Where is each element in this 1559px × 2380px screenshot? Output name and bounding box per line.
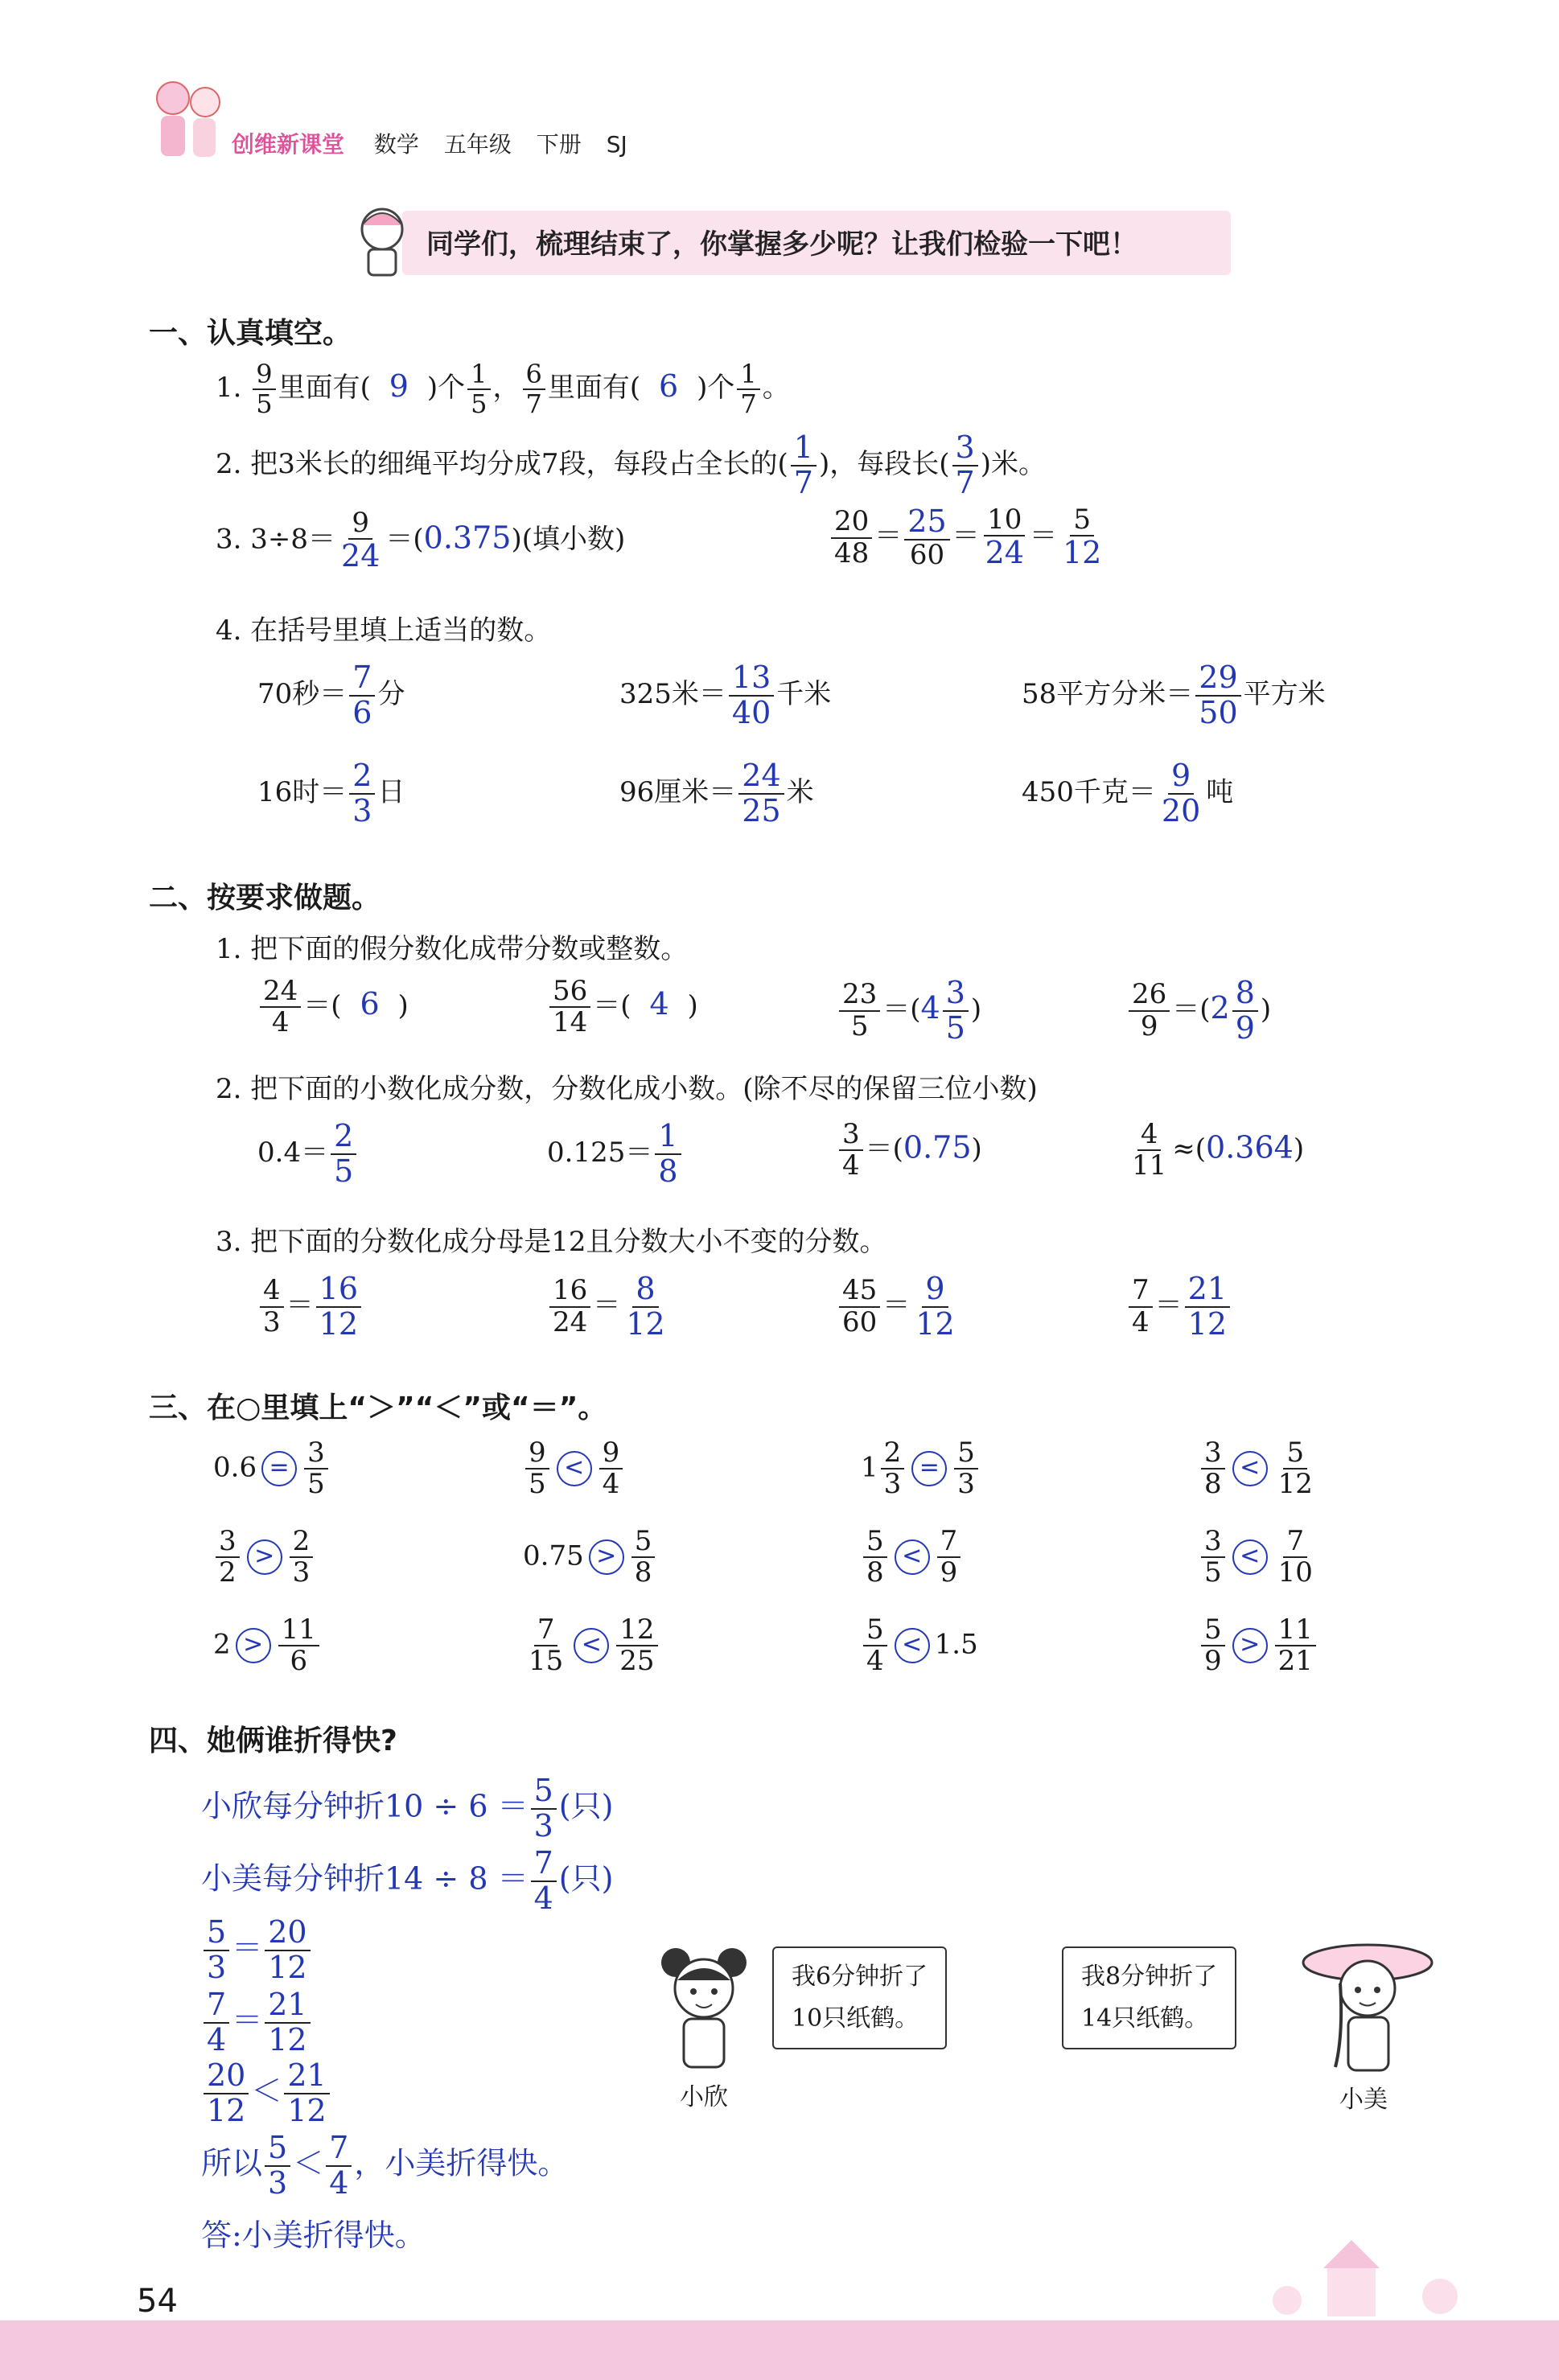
fraction: $\frac{6}{7}$ bbox=[523, 360, 545, 418]
page-number: 54 bbox=[137, 2283, 178, 2320]
section-1-title: 一、认真填空。 bbox=[149, 317, 352, 350]
compare-circle: < bbox=[574, 1628, 609, 1663]
decimal-fraction-item: 0.125＝ $\frac{1}{8}$ bbox=[547, 1120, 684, 1189]
brand-name: 创维新课堂 bbox=[232, 131, 345, 158]
answer: 6 bbox=[659, 368, 679, 405]
edition: SJ bbox=[606, 131, 627, 158]
decimal-fraction-item: $\frac{3}{4}$ ＝(0.75) bbox=[837, 1120, 982, 1182]
compare-item: $\frac{3}{5}$ < $\frac{7}{10}$ bbox=[1199, 1527, 1318, 1589]
kids-logo-icon bbox=[145, 74, 233, 171]
s1-q3: 3. 3÷8＝ $\frac{9}{24}$ ＝(0.375)(填小数) bbox=[216, 507, 626, 574]
decimal-fraction-item: $\frac{4}{11}$ ≈(0.364) bbox=[1132, 1118, 1305, 1182]
compare-circle: < bbox=[895, 1539, 930, 1575]
compare-item: $\frac{7}{15}$ < $\frac{12}{25}$ bbox=[523, 1615, 660, 1677]
name-xiaomei: 小美 bbox=[1339, 2086, 1388, 2114]
s2-q3: 3. 把下面的分数化成分母是12且分数大小不变的分数。 bbox=[216, 1226, 887, 1258]
solution-line-1: 小欣每分钟折10 ÷ 6 ＝ $\frac{5}{3}$ (只) bbox=[201, 1773, 614, 1844]
mascot-icon bbox=[346, 201, 418, 282]
grade: 五年级 bbox=[443, 131, 512, 158]
fraction: $\frac{25}{60}$ bbox=[904, 505, 949, 570]
improper-item: $\frac{56}{14}$ ＝( 4 ) bbox=[547, 976, 698, 1038]
answer-fraction: $\frac{3}{7}$ bbox=[952, 431, 978, 500]
compare-item: $\frac{5}{4}$ < 1.5 bbox=[861, 1615, 978, 1677]
compare-item: 2 > $\frac{11}{6}$ bbox=[213, 1615, 322, 1677]
compare-item: $\frac{5}{8}$ < $\frac{7}{9}$ bbox=[861, 1527, 963, 1589]
conversion-item: 16时＝ $\frac{2}{3}$ 日 bbox=[257, 758, 405, 828]
s1-q4: 4. 在括号里填上适当的数。 bbox=[216, 615, 552, 647]
fraction: $\frac{10}{24}$ bbox=[985, 504, 1024, 571]
section-2-title: 二、按要求做题。 bbox=[149, 882, 381, 915]
solution-line-4: $\frac{7}{4}$ ＝ $\frac{21}{12}$ bbox=[201, 1988, 313, 2057]
speech-bubble-left: 我6分钟折了 10只纸鹤。 bbox=[772, 1946, 947, 2049]
compare-item: 0.6 = $\frac{3}{5}$ bbox=[213, 1438, 331, 1500]
subject: 数学 bbox=[373, 131, 419, 158]
castle-decoration-icon bbox=[1255, 2236, 1496, 2325]
conversion-item: 58平方分米＝ $\frac{29}{50}$ 平方米 bbox=[1022, 660, 1326, 730]
solution-line-6: 所以 $\frac{5}{3}$ ＜ $\frac{7}{4}$ ，小美折得快。 bbox=[201, 2130, 569, 2201]
girl-xiaoxin-icon bbox=[652, 1938, 756, 2075]
equivalent-fraction-item: $\frac{4}{3}$ ＝ $\frac{16}{12}$ bbox=[257, 1272, 364, 1342]
volume: 下册 bbox=[536, 131, 582, 158]
section-3-title: 三、在○里填上“＞”“＜”或“＝”。 bbox=[149, 1391, 607, 1424]
compare-circle: > bbox=[236, 1628, 271, 1663]
page-header bbox=[0, 0, 1559, 209]
speech-bubble-right: 我8分钟折了 14只纸鹤。 bbox=[1062, 1946, 1236, 2049]
compare-circle: = bbox=[261, 1451, 297, 1486]
girl-xiaomei-icon bbox=[1295, 1930, 1440, 2075]
fraction: $\frac{1}{5}$ bbox=[467, 360, 490, 418]
compare-circle: > bbox=[247, 1539, 282, 1575]
compare-circle: < bbox=[557, 1451, 592, 1486]
header-line bbox=[232, 127, 627, 159]
improper-item: $\frac{26}{9}$ ＝(2 $\frac{8}{9}$ ) bbox=[1126, 976, 1271, 1046]
section-4-title: 四、她俩谁折得快? bbox=[149, 1724, 397, 1757]
fraction: $\frac{9}{24}$ bbox=[341, 507, 380, 574]
fraction: $\frac{1}{7}$ bbox=[737, 360, 759, 418]
conversion-item: 325米＝ $\frac{13}{40}$ 千米 bbox=[619, 660, 832, 730]
fraction: $\frac{5}{12}$ bbox=[1062, 504, 1102, 571]
conversion-item: 70秒＝ $\frac{7}{6}$ 分 bbox=[257, 660, 405, 730]
compare-item: 0.75 > $\frac{5}{8}$ bbox=[523, 1527, 657, 1589]
compare-item: $\frac{9}{5}$ < $\frac{9}{4}$ bbox=[523, 1438, 625, 1500]
compare-circle: < bbox=[895, 1628, 930, 1663]
compare-item: $\frac{3}{8}$ < $\frac{5}{12}$ bbox=[1199, 1438, 1318, 1500]
improper-item: $\frac{24}{4}$ ＝( 6 ) bbox=[257, 976, 409, 1038]
conversion-item: 96厘米＝ $\frac{24}{25}$ 米 bbox=[619, 758, 814, 828]
name-xiaoxin: 小欣 bbox=[680, 2083, 728, 2111]
answer-fraction: $\frac{1}{7}$ bbox=[791, 431, 817, 500]
compare-item: $\frac{5}{9}$ > $\frac{11}{21}$ bbox=[1199, 1615, 1318, 1677]
compare-circle: < bbox=[1232, 1539, 1268, 1575]
footer-band bbox=[0, 2320, 1559, 2380]
solution-line-2: 小美每分钟折14 ÷ 8 ＝ $\frac{7}{4}$ (只) bbox=[201, 1845, 614, 1916]
compare-item: 1 $\frac{2}{3}$ = $\frac{5}{3}$ bbox=[861, 1438, 981, 1500]
fraction: $\frac{20}{48}$ bbox=[831, 507, 872, 569]
s2-q1: 1. 把下面的假分数化成带分数或整数。 bbox=[216, 933, 689, 965]
answer: 9 bbox=[389, 368, 409, 405]
equivalent-fraction-item: $\frac{7}{4}$ ＝ $\frac{21}{12}$ bbox=[1126, 1272, 1232, 1342]
improper-item: $\frac{23}{5}$ ＝(4 $\frac{3}{5}$ ) bbox=[837, 976, 981, 1046]
q-number: 1. bbox=[216, 372, 242, 405]
compare-circle: > bbox=[1232, 1628, 1268, 1663]
decimal-fraction-item: 0.4＝ $\frac{2}{5}$ bbox=[257, 1120, 359, 1189]
compare-circle: < bbox=[1232, 1451, 1268, 1486]
equivalent-fraction-item: $\frac{16}{24}$ ＝ $\frac{8}{12}$ bbox=[547, 1272, 671, 1342]
compare-circle: = bbox=[911, 1451, 947, 1486]
answer-line: 答:小美折得快。 bbox=[201, 2218, 426, 2253]
s2-q2: 2. 把下面的小数化成分数，分数化成小数。(除不尽的保留三位小数) bbox=[216, 1073, 1038, 1105]
s1-q3-fraction-chain: $\frac{20}{48}$ ＝ $\frac{25}{60}$ ＝ $\frac{10}{24}$ ＝ $\frac{5}{12}$ bbox=[829, 505, 1107, 570]
s1-q2: 2. 把3米长的细绳平均分成7段，每段占全长的( $\frac{1}{7}$ )，每段长( $\frac{3}{7}$ )米。 bbox=[216, 430, 1046, 500]
s1-q1: 1. $\frac{9}{5}$ 里面有( 9 )个 $\frac{1}{5}$ ， $\frac{6}{7}$ 里面有( 6 )个 $\frac{1}{7}$ 。 bbox=[216, 359, 790, 420]
solution-line-5: $\frac{20}{12}$ ＜ $\frac{21}{12}$ bbox=[201, 2059, 332, 2128]
compare-item: $\frac{3}{2}$ > $\frac{2}{3}$ bbox=[213, 1527, 315, 1589]
solution-line-3: $\frac{5}{3}$ ＝ $\frac{20}{12}$ bbox=[201, 1916, 313, 1985]
conversion-item: 450千克＝ $\frac{9}{20}$ 吨 bbox=[1022, 758, 1234, 828]
compare-circle: > bbox=[589, 1539, 624, 1575]
equivalent-fraction-item: $\frac{45}{60}$ ＝ $\frac{9}{12}$ bbox=[837, 1272, 960, 1342]
answer: 0.375 bbox=[423, 520, 512, 556]
banner-text: 同学们，梳理结束了，你掌握多少呢？让我们检验一下吧！ bbox=[426, 228, 1137, 261]
fraction: $\frac{9}{5}$ bbox=[253, 360, 275, 418]
